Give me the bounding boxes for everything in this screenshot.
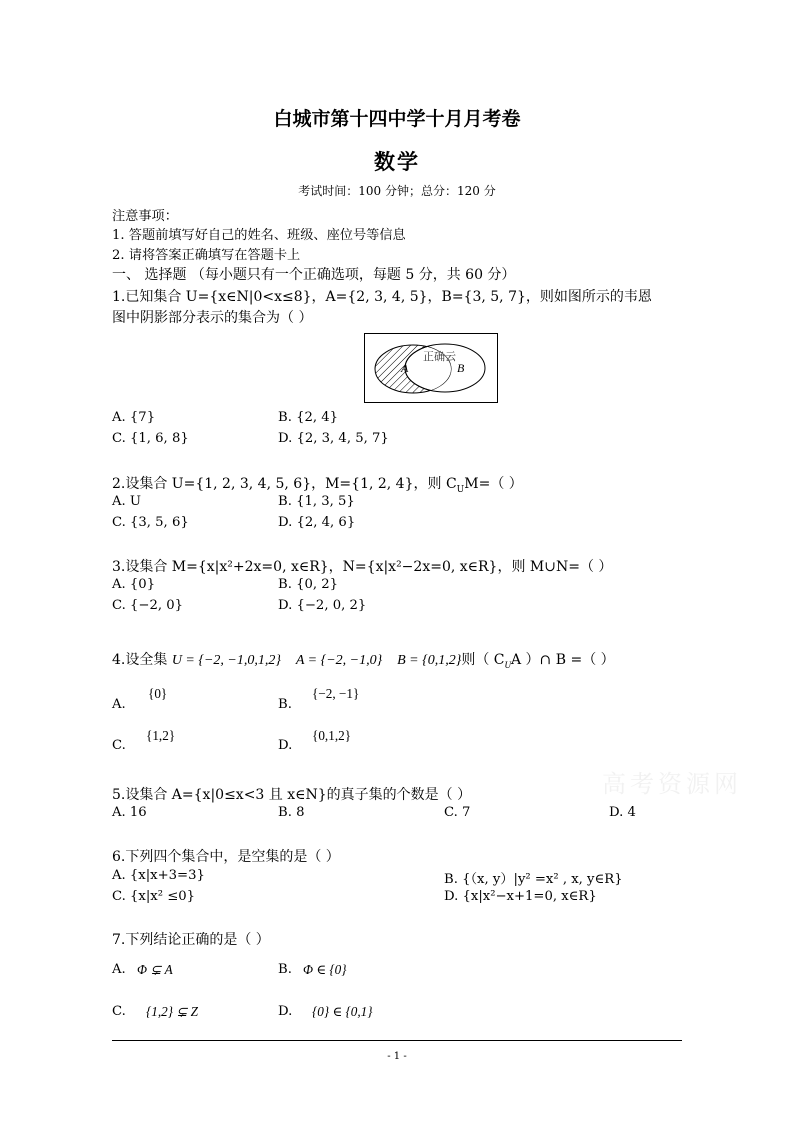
exam-title: 白城市第十四中学十月月考卷 xyxy=(273,108,521,130)
notes-heading: 注意事项： xyxy=(112,209,178,224)
q1-option-c: C. {1, 6, 8} xyxy=(112,431,189,446)
q6-option-c: C. {x|x² ≤0} xyxy=(112,889,196,904)
q6-stem: 6.下列四个集合中，是空集的是（ ） xyxy=(112,849,340,865)
q5-option-c: C. 7 xyxy=(444,805,471,820)
q5-option-a: A. 16 xyxy=(112,805,147,820)
q4-stem-prefix: 4.设全集 xyxy=(112,652,172,668)
q4-set-b: B = {0,1,2} xyxy=(397,653,462,668)
subject-title: 数学 xyxy=(374,149,420,174)
q1-stem-line1: 1.已知集合 U={x∈N|0<x≤8}，A={2, 3, 4, 5}，B={3, 5, 7}，则如图所示的韦恩 xyxy=(112,289,652,305)
notes-item-2: 2. 请将答案正确填写在答题卡上 xyxy=(112,248,301,263)
q2-option-c: C. {3, 5, 6} xyxy=(112,515,189,530)
q4-option-c-letter: C. xyxy=(112,738,126,753)
exam-info: 考试时间：100 分钟；总分：120 分 xyxy=(298,184,496,198)
q1-option-a: A. {7} xyxy=(112,410,156,425)
q2-stem xyxy=(112,473,523,495)
venn-label-a: A xyxy=(401,361,409,375)
q5-stem: 5.设集合 A={x|0≤x<3 且 x∈N}的真子集的个数是（ ） xyxy=(112,787,472,803)
q2-complement-subscript: U xyxy=(456,484,465,495)
q6-option-b: B. {（x, y）|y² =x² , x, y∈R} xyxy=(444,872,623,887)
page-watermark: 高考资源网 xyxy=(602,770,742,798)
q4-universal-set: U = {−2, −1,0,1,2} xyxy=(171,653,281,668)
q1-option-b: B. {2, 4} xyxy=(278,410,339,425)
venn-diagram xyxy=(364,333,498,403)
q3-option-b: B. {0, 2} xyxy=(278,577,339,592)
q4-stem-tail-post: A ）∩ B =（ ） xyxy=(511,652,615,668)
q3-option-a: A. {0} xyxy=(112,577,156,592)
q3-stem: 3.设集合 M={x|x²+2x=0, x∈R}，N={x|x²−2x=0, x∈R}，则 M∪N=（ ） xyxy=(112,559,613,575)
q4-option-b-letter: B. xyxy=(278,697,292,712)
q4-stem-tail-pre: 则（ C xyxy=(461,652,505,668)
notes-item-1: 1. 答题前填写好自己的姓名、班级、座位号等信息 xyxy=(112,228,406,243)
q4-option-b-value: {−2, −1} xyxy=(312,686,360,701)
q6-option-d: D. {x|x²−x+1=0, x∈R} xyxy=(444,889,597,904)
q7-option-d-value: {0} ∈ {0,1} xyxy=(312,1004,373,1019)
page-number: - 1 - xyxy=(387,1051,407,1062)
q2-option-b: B. {1, 3, 5} xyxy=(278,494,355,509)
q2-stem-tail: M=（ ） xyxy=(464,476,523,492)
q7-stem: 7.下列结论正确的是（ ） xyxy=(112,932,270,948)
q2-option-d: D. {2, 4, 6} xyxy=(278,515,356,530)
venn-label-b: B xyxy=(457,361,465,375)
q4-option-d-letter: D. xyxy=(278,738,293,753)
q5-option-b: B. 8 xyxy=(278,805,305,820)
section-heading: 一、 选择题 （每小题只有一个正确选项，每题 5 分，共 60 分） xyxy=(112,267,516,283)
q5-option-d: D. 4 xyxy=(609,805,636,820)
q4-set-a: A = {−2, −1,0} xyxy=(295,653,383,668)
q7-option-a-letter: A. xyxy=(112,962,126,977)
venn-diagram-svg xyxy=(365,334,497,402)
venn-watermark-text: 正确云 xyxy=(423,350,456,363)
q7-option-b-letter: B. xyxy=(278,962,292,977)
q3-option-c: C. {−2, 0} xyxy=(112,598,183,613)
q7-option-b-value: Φ ∈ {0} xyxy=(303,962,347,977)
q1-stem-line2: 图中阴影部分表示的集合为（ ） xyxy=(112,310,313,326)
q4-stem xyxy=(112,649,615,670)
q3-option-d: D. {−2, 0, 2} xyxy=(278,598,367,613)
q7-option-d-letter: D. xyxy=(278,1004,293,1019)
q4-option-d-value: {0,1,2} xyxy=(312,728,352,743)
q7-option-c-value: {1,2} ⊊ Z xyxy=(146,1004,199,1019)
q4-option-a-value: {0} xyxy=(148,686,168,701)
q2-option-a: A. U xyxy=(112,494,142,509)
footer-divider xyxy=(112,1040,682,1041)
q4-complement-subscript: U xyxy=(504,659,511,670)
q7-option-a-value: Φ ⊊ A xyxy=(137,962,173,977)
q4-option-a-letter: A. xyxy=(112,697,126,712)
q1-option-d: D. {2, 3, 4, 5, 7} xyxy=(278,431,389,446)
q4-option-c-value: {1,2} xyxy=(146,728,176,743)
q7-option-c-letter: C. xyxy=(112,1004,126,1019)
q6-option-a: A. {x|x+3=3} xyxy=(112,868,205,883)
q2-stem-main: 2.设集合 U={1, 2, 3, 4, 5, 6}，M={1, 2, 4}，则 C xyxy=(112,476,457,492)
